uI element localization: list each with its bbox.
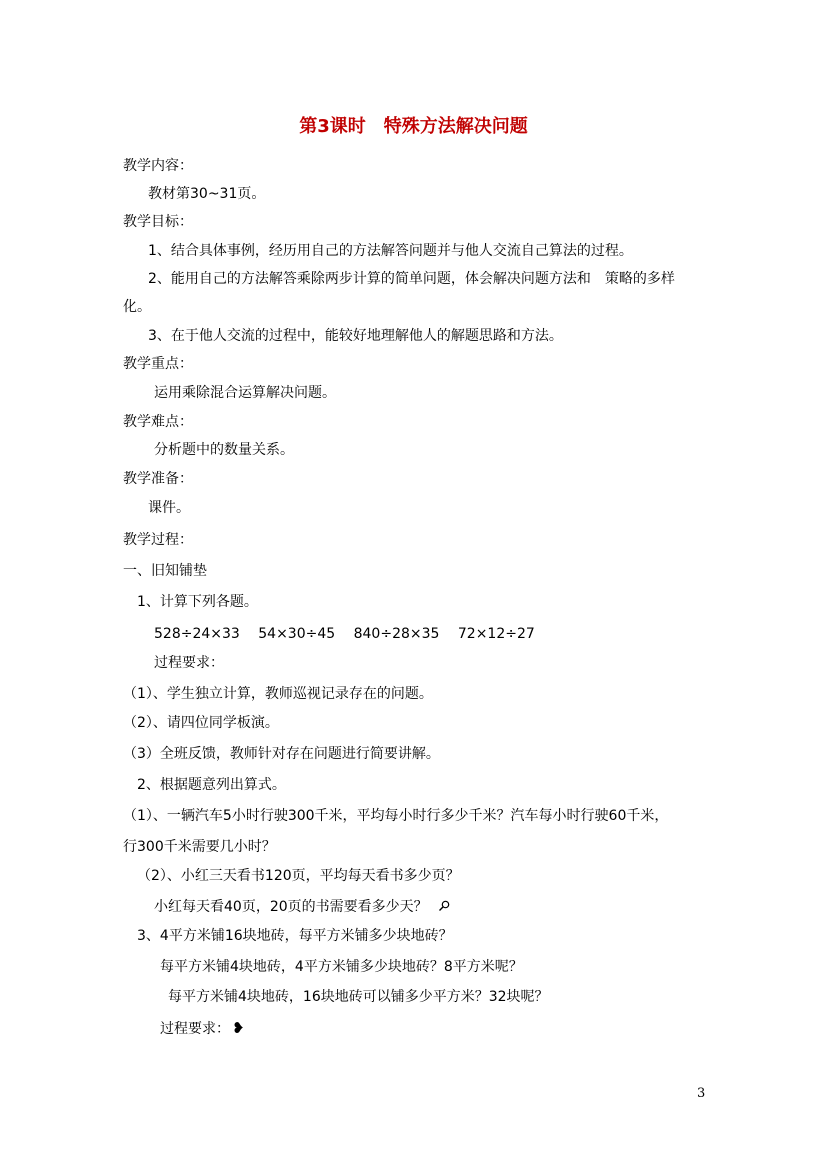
text-line: 每平方米铺4块地砖，4平方米铺多少块地砖？8平方米呢？ bbox=[160, 959, 523, 975]
text-line: 运用乘除混合运算解决问题。 bbox=[154, 385, 336, 401]
section-heading: 教学重点： bbox=[123, 356, 193, 372]
section-heading: 一、旧知铺垫 bbox=[123, 563, 207, 579]
text-line: 每平方米铺4块地砖，16块地砖可以铺多少平方米？32块呢？ bbox=[168, 989, 549, 1005]
text-line: 课件。 bbox=[148, 500, 190, 516]
text-line bbox=[154, 898, 450, 916]
text-line: 化。 bbox=[123, 299, 151, 315]
text-line-content: 小红每天看40页，20页的书需要看多少天？ bbox=[154, 899, 428, 915]
section-heading: 教学目标： bbox=[123, 214, 193, 230]
section-heading: 教学准备： bbox=[123, 471, 193, 487]
formula-line: 528÷24×33 54×30÷45 840÷28×35 72×12÷27 bbox=[154, 626, 535, 642]
broken-heart-icon: ❥ bbox=[232, 1019, 245, 1037]
text-line: （2）、小红三天看书120页，平均每天看书多少页？ bbox=[137, 868, 460, 884]
text-line: 行300千米需要几小时？ bbox=[123, 839, 276, 855]
text-line: （1）、学生独立计算，教师巡视记录存在的问题。 bbox=[123, 686, 433, 702]
text-line: 3、4平方米铺16块地砖，每平方米铺多少块地砖？ bbox=[137, 928, 453, 944]
text-line: （2）、请四位同学板演。 bbox=[123, 715, 279, 731]
page-title: 第3课时 特殊方法解决问题 bbox=[299, 116, 528, 137]
section-heading: 教学难点： bbox=[123, 414, 193, 430]
text-line: （3）全班反馈，教师针对存在问题进行简要讲解。 bbox=[123, 746, 440, 762]
section-heading: 教学过程： bbox=[123, 532, 193, 548]
text-line: 1、计算下列各题。 bbox=[137, 594, 258, 610]
text-line: （1）、一辆汽车5小时行驶300千米，平均每小时行多少千米？汽车每小时行驶60千米， bbox=[123, 808, 669, 824]
text-line: 2、能用自己的方法解答乘除两步计算的简单问题，体会解决问题方法和 策略的多样 bbox=[148, 271, 675, 287]
search-icon bbox=[438, 898, 450, 916]
text-line bbox=[160, 1019, 245, 1038]
text-line: 2、根据题意列出算式。 bbox=[137, 777, 286, 793]
text-line: 教材第30~31页。 bbox=[148, 186, 266, 202]
text-line: 分析题中的数量关系。 bbox=[154, 442, 294, 458]
page-number: 3 bbox=[697, 1086, 706, 1101]
section-heading: 教学内容： bbox=[123, 158, 193, 174]
text-line: 3、在于他人交流的过程中，能较好地理解他人的解题思路和方法。 bbox=[148, 328, 563, 344]
text-line: 1、结合具体事例，经历用自己的方法解答问题并与他人交流自己算法的过程。 bbox=[148, 243, 633, 259]
text-line-content: 过程要求： bbox=[160, 1021, 230, 1037]
text-line: 过程要求： bbox=[154, 655, 224, 671]
